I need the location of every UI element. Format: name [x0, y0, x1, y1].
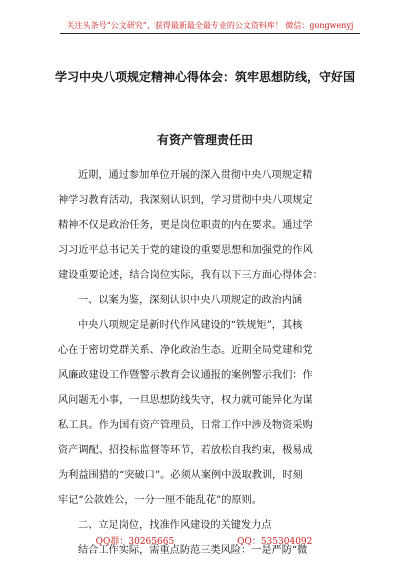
body-line: 私工具。作为国有资产管理员，日常工作中涉及物资采购 [58, 420, 313, 431]
header-divider [60, 33, 360, 34]
body-line: 风问题无小事，一旦思想防线失守，权力就可能异化为谋 [58, 395, 313, 406]
body-line: 近期，通过参加单位开展的深入贯彻中央八项规定精 [78, 170, 313, 181]
body-line: 神学习教育活动，我深刻认识到，学习贯彻中央八项规定 [58, 195, 313, 206]
body-line: 中央八项规定是新时代作风建设的“铁规矩”，其核 [78, 320, 303, 331]
body-line: 习习近平总书记关于党的建设的重要思想和加强党的作风 [58, 245, 313, 256]
body-line: 牢记“公款姓公，一分一厘不能乱花”的原则。 [58, 495, 262, 506]
body-line: 资产调配、招投标监督等环节，若放松自我约束，极易成 [58, 445, 313, 456]
document-title-line-2: 有资产管理责任田 [156, 133, 253, 147]
body-line: 心在于密切党群关系、净化政治生态。近期全局党建和党 [58, 345, 313, 356]
footer-qq: QQ：535304092 [237, 537, 313, 547]
body-line: 精神不仅是政治任务，更是岗位职责的内在要求。通过学 [58, 220, 313, 231]
body-line: 为利益围猎的“突破口”。必须从案例中汲取教训，时刻 [58, 470, 303, 481]
body-line: 风廉政建设工作暨警示教育会议通报的案例警示我们：作 [58, 370, 313, 381]
body-line: 建设重要论述，结合岗位实际，我有以下三方面心得体会： [58, 270, 323, 281]
body-line: 结合工作实际，需重点防范三类风险：一是严防“微 [78, 545, 308, 556]
section-heading: 一、以案为鉴，深刻认识中央八项规定的政治内涵 [78, 295, 303, 306]
section-heading: 二、立足岗位，找准作风建设的关键发力点 [78, 520, 272, 531]
header-note: 关注头条号“公文研究”，获得最新最全最专业的公文资料库！ 微信：gongwenyj [66, 21, 354, 30]
document-body [58, 163, 358, 563]
footer-contact [0, 534, 408, 547]
document-title-line-1: 学习中央八项规定精神心得体会：筑牢思想防线，守好国 [54, 70, 355, 84]
footer-qq-group: QQ群：30265665 [95, 537, 175, 547]
